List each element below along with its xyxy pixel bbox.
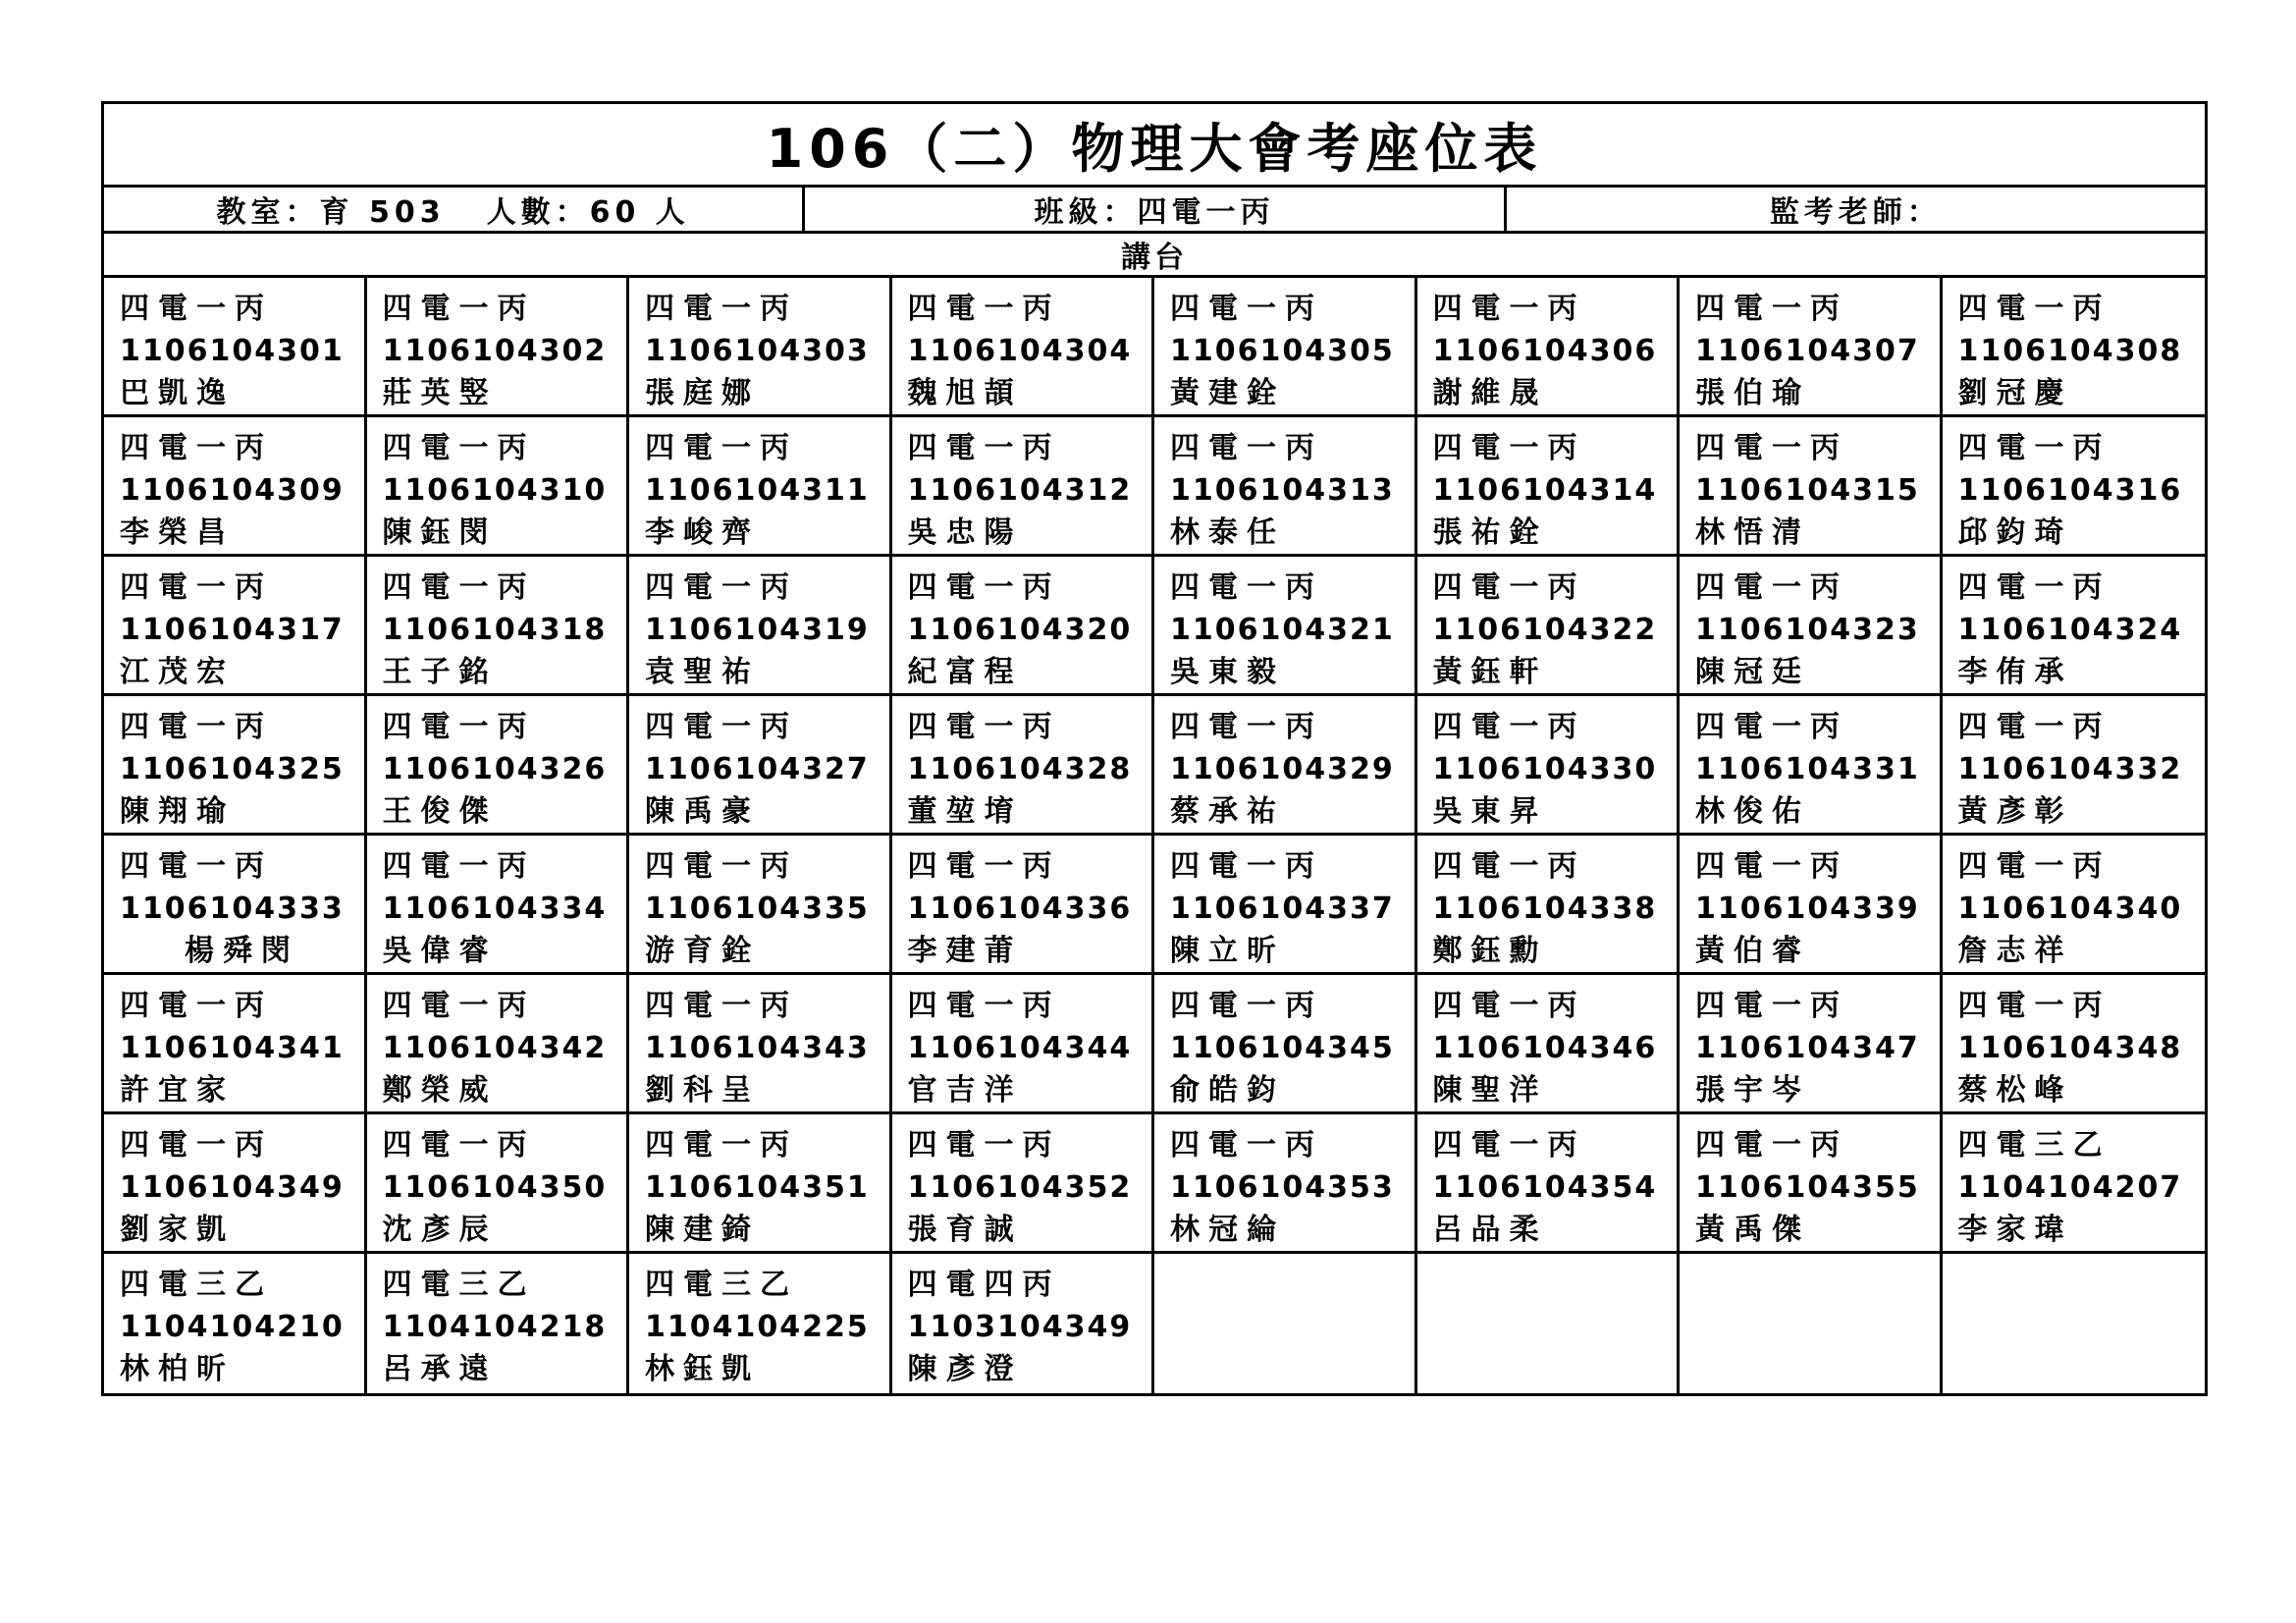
seat-cell <box>1943 1114 2206 1254</box>
seat-student-name: 劉科呈 <box>645 1073 760 1108</box>
seat-student-name: 沈彥辰 <box>382 1213 498 1247</box>
seat-student-id: 1106104307 <box>1695 334 1920 368</box>
seat-class: 四電一丙 <box>1170 1128 1323 1163</box>
seat-cell <box>1417 1254 1681 1393</box>
seat-cell <box>1154 696 1417 836</box>
seat-cell <box>367 836 630 975</box>
seat-class: 四電一丙 <box>907 989 1061 1023</box>
seat-cell <box>367 417 630 557</box>
seat-student-id: 1106104322 <box>1432 613 1658 647</box>
seat-class: 四電一丙 <box>1695 710 1848 744</box>
seat-class: 四電一丙 <box>1695 570 1848 605</box>
seat-cell <box>104 557 367 696</box>
seat-class: 四電一丙 <box>645 989 798 1023</box>
seat-class: 四電一丙 <box>1695 1128 1848 1163</box>
seat-cell <box>367 557 630 696</box>
seat-student-name: 巴凱逸 <box>120 376 235 410</box>
seat-student-id: 1106104329 <box>1170 752 1395 786</box>
seat-cell <box>1154 278 1417 417</box>
seat-cell <box>892 975 1155 1114</box>
seat-student-name: 王俊傑 <box>382 794 498 829</box>
seat-class: 四電一丙 <box>1695 849 1848 884</box>
seat-student-name: 蔡承祐 <box>1170 794 1285 829</box>
seat-cell <box>367 1254 630 1393</box>
seat-class: 四電一丙 <box>645 292 798 326</box>
seat-student-id: 1106104330 <box>1432 752 1658 786</box>
seat-student-name: 莊英竪 <box>382 376 498 410</box>
seat-student-id: 1106104355 <box>1695 1170 1920 1205</box>
seat-cell <box>1680 1254 1943 1393</box>
seat-student-name: 陳鈺閔 <box>382 515 498 550</box>
seat-cell <box>629 696 892 836</box>
seat-cell <box>1680 696 1943 836</box>
seat-student-id: 1106104310 <box>382 473 608 508</box>
seat-student-name: 張育誠 <box>907 1213 1023 1247</box>
seat-class: 四電一丙 <box>1170 710 1323 744</box>
seat-class: 四電一丙 <box>907 431 1061 465</box>
seat-cell <box>1680 836 1943 975</box>
seat-student-id: 1106104313 <box>1170 473 1395 508</box>
seat-class: 四電一丙 <box>1170 292 1323 326</box>
seat-class: 四電一丙 <box>907 570 1061 605</box>
seat-cell <box>1154 557 1417 696</box>
seat-student-id: 1106104332 <box>1957 752 2183 786</box>
seat-student-id: 1106104305 <box>1170 334 1395 368</box>
seat-student-id: 1106104339 <box>1695 892 1920 926</box>
seat-cell <box>629 278 892 417</box>
seat-cell <box>1417 557 1681 696</box>
seat-student-name: 陳立昕 <box>1170 934 1285 968</box>
seat-student-id: 1106104350 <box>382 1170 608 1205</box>
seat-student-id: 1106104302 <box>382 334 608 368</box>
seat-cell <box>104 836 367 975</box>
seat-student-name: 魏旭頡 <box>907 376 1023 410</box>
proctor-info-cell <box>1507 188 2205 231</box>
seat-cell <box>367 975 630 1114</box>
seat-class: 四電一丙 <box>1695 292 1848 326</box>
seat-class: 四電一丙 <box>1432 989 1586 1023</box>
seat-cell <box>892 1114 1155 1254</box>
seat-class: 四電三乙 <box>382 1268 536 1302</box>
seat-student-name: 鄭榮威 <box>382 1073 498 1108</box>
seat-student-id: 1106104352 <box>907 1170 1133 1205</box>
seat-cell <box>104 696 367 836</box>
seat-cell <box>1417 975 1681 1114</box>
seat-student-id: 1104104218 <box>382 1310 608 1344</box>
seat-class: 四電一丙 <box>1432 710 1586 744</box>
seat-cell <box>1680 557 1943 696</box>
seat-cell <box>367 278 630 417</box>
seat-class: 四電一丙 <box>1432 1128 1586 1163</box>
seat-cell <box>104 417 367 557</box>
seat-cell <box>1680 417 1943 557</box>
seat-cell <box>1417 417 1681 557</box>
seat-class: 四電一丙 <box>645 1128 798 1163</box>
seat-class: 四電三乙 <box>120 1268 273 1302</box>
classroom-info-cell <box>104 188 805 231</box>
seat-cell <box>104 1254 367 1393</box>
seat-class: 四電一丙 <box>1957 710 2111 744</box>
class-label: 班級：四電一丙 <box>1034 195 1275 230</box>
seat-student-id: 1106104337 <box>1170 892 1395 926</box>
seat-student-name: 林鈺凱 <box>645 1352 760 1386</box>
seat-class: 四電一丙 <box>1957 431 2111 465</box>
seat-cell <box>892 836 1155 975</box>
seat-student-id: 1106104347 <box>1695 1031 1920 1065</box>
seat-student-id: 1106104331 <box>1695 752 1920 786</box>
seat-class: 四電一丙 <box>382 570 536 605</box>
seat-class: 四電一丙 <box>382 292 536 326</box>
seat-class: 四電一丙 <box>907 1128 1061 1163</box>
seat-cell <box>1680 975 1943 1114</box>
seat-student-name: 官吉洋 <box>907 1073 1023 1108</box>
seat-student-name: 陳禹豪 <box>645 794 760 829</box>
seat-student-id: 1106104318 <box>382 613 608 647</box>
seat-cell <box>104 975 367 1114</box>
seat-student-id: 1106104317 <box>120 613 345 647</box>
seat-class: 四電一丙 <box>382 710 536 744</box>
seat-student-id: 1106104341 <box>120 1031 345 1065</box>
seat-student-name: 李榮昌 <box>120 515 235 550</box>
seat-student-name: 李峻齊 <box>645 515 760 550</box>
seat-student-id: 1106104316 <box>1957 473 2183 508</box>
seat-cell <box>1417 278 1681 417</box>
seat-cell <box>1680 278 1943 417</box>
seat-student-id: 1106104321 <box>1170 613 1395 647</box>
seat-student-name: 林悟清 <box>1695 515 1810 550</box>
seat-cell <box>629 975 892 1114</box>
seat-cell <box>1943 975 2206 1114</box>
seat-cell <box>1943 557 2206 696</box>
seat-class: 四電一丙 <box>120 849 273 884</box>
seat-class: 四電一丙 <box>1957 989 2111 1023</box>
seat-student-name: 陳冠廷 <box>1695 655 1810 689</box>
seat-class: 四電一丙 <box>1432 431 1586 465</box>
seat-student-id: 1106104326 <box>382 752 608 786</box>
seat-student-id: 1106104306 <box>1432 334 1658 368</box>
seat-student-id: 1106104338 <box>1432 892 1658 926</box>
seat-cell <box>629 836 892 975</box>
seat-student-id: 1106104311 <box>645 473 870 508</box>
seat-class: 四電一丙 <box>1170 431 1323 465</box>
seat-cell <box>367 696 630 836</box>
seat-student-name: 游育銓 <box>645 934 760 968</box>
proctor-label: 監考老師： <box>1769 195 1942 230</box>
seat-student-id: 1106104353 <box>1170 1170 1395 1205</box>
seat-class: 四電一丙 <box>645 431 798 465</box>
seat-student-name: 李侑承 <box>1957 655 2073 689</box>
seat-cell <box>1943 1254 2206 1393</box>
seat-student-name: 林泰任 <box>1170 515 1285 550</box>
seat-cell <box>1943 696 2206 836</box>
seat-cell <box>1943 417 2206 557</box>
seat-student-id: 1106104335 <box>645 892 870 926</box>
seat-student-id: 1106104340 <box>1957 892 2183 926</box>
seat-student-name: 江茂宏 <box>120 655 235 689</box>
seat-cell <box>1154 1254 1417 1393</box>
seat-student-id: 1104104225 <box>645 1310 870 1344</box>
seat-student-id: 1106104303 <box>645 334 870 368</box>
seat-cell <box>1943 278 2206 417</box>
seat-student-name: 林冠綸 <box>1170 1213 1285 1247</box>
seat-cell <box>892 1254 1155 1393</box>
seat-student-id: 1106104351 <box>645 1170 870 1205</box>
seat-class: 四電一丙 <box>382 989 536 1023</box>
seat-class: 四電一丙 <box>1957 292 2111 326</box>
seat-class: 四電四丙 <box>907 1268 1061 1302</box>
seat-student-id: 1106104301 <box>120 334 345 368</box>
seat-class: 四電一丙 <box>382 431 536 465</box>
seat-student-id: 1106104319 <box>645 613 870 647</box>
seat-student-id: 1106104315 <box>1695 473 1920 508</box>
seat-cell <box>629 1254 892 1393</box>
seat-class: 四電一丙 <box>120 710 273 744</box>
seat-student-name: 張庭娜 <box>645 376 760 410</box>
seat-student-id: 1106104346 <box>1432 1031 1658 1065</box>
seat-student-name: 鄭鈺勳 <box>1432 934 1548 968</box>
seat-student-id: 1106104328 <box>907 752 1133 786</box>
seat-student-name: 呂品柔 <box>1432 1213 1548 1247</box>
seat-class: 四電一丙 <box>120 431 273 465</box>
seat-student-name: 陳翔瑜 <box>120 794 235 829</box>
seat-class: 四電一丙 <box>382 1128 536 1163</box>
seat-cell <box>892 696 1155 836</box>
seat-student-name: 詹志祥 <box>1957 934 2073 968</box>
seat-student-name: 林柏昕 <box>120 1352 235 1386</box>
class-info-cell <box>805 188 1506 231</box>
seat-student-id: 1106104312 <box>907 473 1133 508</box>
seat-class: 四電一丙 <box>1432 849 1586 884</box>
seat-student-name: 吳東毅 <box>1170 655 1285 689</box>
seat-student-name: 李建莆 <box>907 934 1023 968</box>
seat-student-id: 1106104333 <box>120 892 345 926</box>
seat-student-id: 1103104349 <box>907 1310 1133 1344</box>
seat-cell <box>104 1114 367 1254</box>
seat-student-name: 董堃堉 <box>907 794 1023 829</box>
seat-cell <box>1154 1114 1417 1254</box>
seat-class: 四電一丙 <box>907 292 1061 326</box>
seat-class: 四電三乙 <box>1957 1128 2111 1163</box>
seat-cell <box>1680 1114 1943 1254</box>
seat-class: 四電一丙 <box>1170 849 1323 884</box>
seat-class: 四電一丙 <box>1695 431 1848 465</box>
seat-cell <box>1417 1114 1681 1254</box>
seat-student-name: 張祐銓 <box>1432 515 1548 550</box>
seat-student-name: 呂承遠 <box>382 1352 498 1386</box>
seat-student-name: 黃鈺軒 <box>1432 655 1548 689</box>
seat-class: 四電一丙 <box>120 292 273 326</box>
seat-student-name: 黃建銓 <box>1170 376 1285 410</box>
seat-class: 四電一丙 <box>1170 570 1323 605</box>
seat-student-name: 張宇岑 <box>1695 1073 1810 1108</box>
seat-student-id: 1106104344 <box>907 1031 1133 1065</box>
seat-cell <box>892 417 1155 557</box>
seat-grid <box>104 278 2205 1393</box>
seat-student-name: 俞皓鈞 <box>1170 1073 1285 1108</box>
seat-cell <box>1154 417 1417 557</box>
seat-student-id: 1106104343 <box>645 1031 870 1065</box>
seat-class: 四電一丙 <box>120 989 273 1023</box>
page-title: 106（二）物理大會考座位表 <box>104 104 2205 188</box>
seat-class: 四電一丙 <box>382 849 536 884</box>
seat-class: 四電一丙 <box>907 710 1061 744</box>
seat-student-id: 1106104336 <box>907 892 1133 926</box>
seat-student-name: 陳建錡 <box>645 1213 760 1247</box>
seat-cell <box>629 417 892 557</box>
seat-class: 四電一丙 <box>645 710 798 744</box>
seat-cell <box>629 1114 892 1254</box>
seat-cell <box>1154 836 1417 975</box>
seat-student-name: 楊舜閔 <box>185 934 299 968</box>
seating-chart-table <box>101 101 2208 1396</box>
seat-cell <box>1943 836 2206 975</box>
seat-student-id: 1106104308 <box>1957 334 2183 368</box>
seat-student-name: 蔡松峰 <box>1957 1073 2073 1108</box>
seat-student-id: 1104104210 <box>120 1310 345 1344</box>
seat-student-name: 紀富程 <box>907 655 1023 689</box>
classroom-label: 教室：育 503 <box>216 195 446 230</box>
seat-student-name: 吳東昇 <box>1432 794 1548 829</box>
seat-student-id: 1106104320 <box>907 613 1133 647</box>
seat-student-name: 林俊佑 <box>1695 794 1810 829</box>
seat-student-name: 許宜家 <box>120 1073 235 1108</box>
seat-student-name: 吳忠陽 <box>907 515 1023 550</box>
seat-cell <box>367 1114 630 1254</box>
seat-student-name: 陳彥澄 <box>907 1352 1023 1386</box>
podium-label: 講台 <box>104 234 2205 278</box>
seat-cell <box>629 557 892 696</box>
seat-student-id: 1106104324 <box>1957 613 2183 647</box>
seat-student-id: 1106104348 <box>1957 1031 2183 1065</box>
seat-class: 四電一丙 <box>1170 989 1323 1023</box>
seat-student-name: 李家瑋 <box>1957 1213 2073 1247</box>
seat-student-name: 謝維晟 <box>1432 376 1548 410</box>
seat-class: 四電一丙 <box>645 849 798 884</box>
seat-student-id: 1106104349 <box>120 1170 345 1205</box>
seat-class: 四電一丙 <box>1957 849 2111 884</box>
seat-student-id: 1106104314 <box>1432 473 1658 508</box>
student-count-label: 人數：60 人 <box>486 195 690 230</box>
seat-cell <box>892 278 1155 417</box>
seat-student-name: 吳偉睿 <box>382 934 498 968</box>
seat-student-id: 1106104325 <box>120 752 345 786</box>
seat-student-name: 陳聖洋 <box>1432 1073 1548 1108</box>
seat-class: 四電三乙 <box>645 1268 798 1302</box>
seat-student-id: 1104104207 <box>1957 1170 2183 1205</box>
seat-class: 四電一丙 <box>645 570 798 605</box>
seat-cell <box>1154 975 1417 1114</box>
seat-cell <box>892 557 1155 696</box>
seat-class: 四電一丙 <box>907 849 1061 884</box>
info-row <box>104 188 2205 234</box>
seat-student-id: 1106104334 <box>382 892 608 926</box>
seat-student-name: 劉家凱 <box>120 1213 235 1247</box>
seat-student-name: 劉冠慶 <box>1957 376 2073 410</box>
seat-class: 四電一丙 <box>1432 570 1586 605</box>
seat-class: 四電一丙 <box>120 1128 273 1163</box>
seat-student-id: 1106104342 <box>382 1031 608 1065</box>
seat-student-name: 邱鈞琦 <box>1957 515 2073 550</box>
seat-class: 四電一丙 <box>1695 989 1848 1023</box>
seat-student-name: 張伯瑜 <box>1695 376 1810 410</box>
seat-cell <box>1417 696 1681 836</box>
seat-student-id: 1106104304 <box>907 334 1133 368</box>
seat-student-id: 1106104309 <box>120 473 345 508</box>
seat-cell <box>104 278 367 417</box>
seat-student-name: 王子銘 <box>382 655 498 689</box>
seat-student-id: 1106104345 <box>1170 1031 1395 1065</box>
seat-class: 四電一丙 <box>1432 292 1586 326</box>
seat-class: 四電一丙 <box>120 570 273 605</box>
seat-student-id: 1106104327 <box>645 752 870 786</box>
seat-student-name: 袁聖祐 <box>645 655 760 689</box>
seat-student-id: 1106104323 <box>1695 613 1920 647</box>
seat-student-name: 黃禹傑 <box>1695 1213 1810 1247</box>
seat-student-name: 黃彥彰 <box>1957 794 2073 829</box>
seat-cell <box>1417 836 1681 975</box>
seat-class: 四電一丙 <box>1957 570 2111 605</box>
seat-student-id: 1106104354 <box>1432 1170 1658 1205</box>
seat-student-name: 黃伯睿 <box>1695 934 1810 968</box>
